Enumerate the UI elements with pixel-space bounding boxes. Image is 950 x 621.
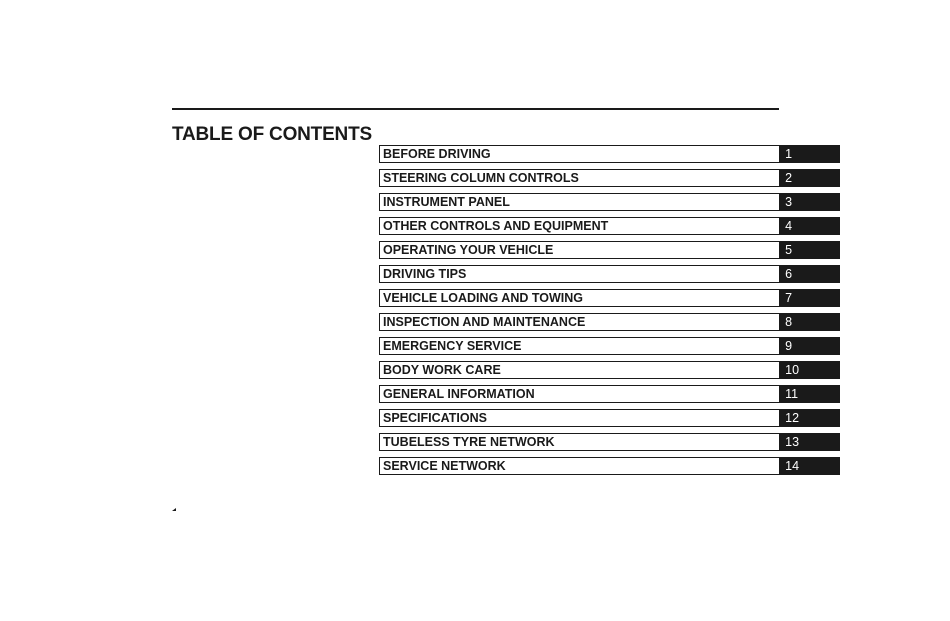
toc-entry-label: STEERING COLUMN CONTROLS	[379, 169, 779, 187]
toc-entry-label: BEFORE DRIVING	[379, 145, 779, 163]
toc-entry-number: 14	[779, 457, 840, 475]
toc-entry-label: SPECIFICATIONS	[379, 409, 779, 427]
toc-entry-label: VEHICLE LOADING AND TOWING	[379, 289, 779, 307]
toc-entry[interactable]	[379, 337, 840, 355]
toc-entry-number: 3	[779, 193, 840, 211]
top-divider	[172, 108, 779, 110]
toc-entry-label: TUBELESS TYRE NETWORK	[379, 433, 779, 451]
toc-entry[interactable]	[379, 241, 840, 259]
toc-entry[interactable]	[379, 361, 840, 379]
toc-entry[interactable]	[379, 289, 840, 307]
corner-mark	[172, 508, 176, 511]
toc-entry[interactable]	[379, 265, 840, 283]
toc-entry[interactable]	[379, 169, 840, 187]
toc-entry-number: 7	[779, 289, 840, 307]
toc-entry-number: 12	[779, 409, 840, 427]
toc-entry[interactable]	[379, 385, 840, 403]
toc-entry-label: OPERATING YOUR VEHICLE	[379, 241, 779, 259]
toc-entry-number: 13	[779, 433, 840, 451]
toc-entry-label: EMERGENCY SERVICE	[379, 337, 779, 355]
toc-entry-number: 11	[779, 385, 840, 403]
toc-entry[interactable]	[379, 313, 840, 331]
toc-entry-label: DRIVING TIPS	[379, 265, 779, 283]
toc-entry-number: 5	[779, 241, 840, 259]
toc-entry-label: INSPECTION AND MAINTENANCE	[379, 313, 779, 331]
page-title: TABLE OF CONTENTS	[172, 124, 372, 145]
toc-entry[interactable]	[379, 433, 840, 451]
toc-entry-number: 9	[779, 337, 840, 355]
toc-list	[379, 145, 840, 481]
toc-entry[interactable]	[379, 457, 840, 475]
toc-entry-label: BODY WORK CARE	[379, 361, 779, 379]
toc-entry-label: OTHER CONTROLS AND EQUIPMENT	[379, 217, 779, 235]
toc-entry[interactable]	[379, 193, 840, 211]
toc-entry[interactable]	[379, 145, 840, 163]
toc-entry-label: GENERAL INFORMATION	[379, 385, 779, 403]
toc-entry-label: INSTRUMENT PANEL	[379, 193, 779, 211]
toc-entry-number: 10	[779, 361, 840, 379]
toc-entry-number: 8	[779, 313, 840, 331]
toc-entry[interactable]	[379, 217, 840, 235]
toc-entry-number: 1	[779, 145, 840, 163]
toc-entry-number: 4	[779, 217, 840, 235]
toc-entry-number: 2	[779, 169, 840, 187]
toc-entry-number: 6	[779, 265, 840, 283]
toc-entry[interactable]	[379, 409, 840, 427]
toc-entry-label: SERVICE NETWORK	[379, 457, 779, 475]
